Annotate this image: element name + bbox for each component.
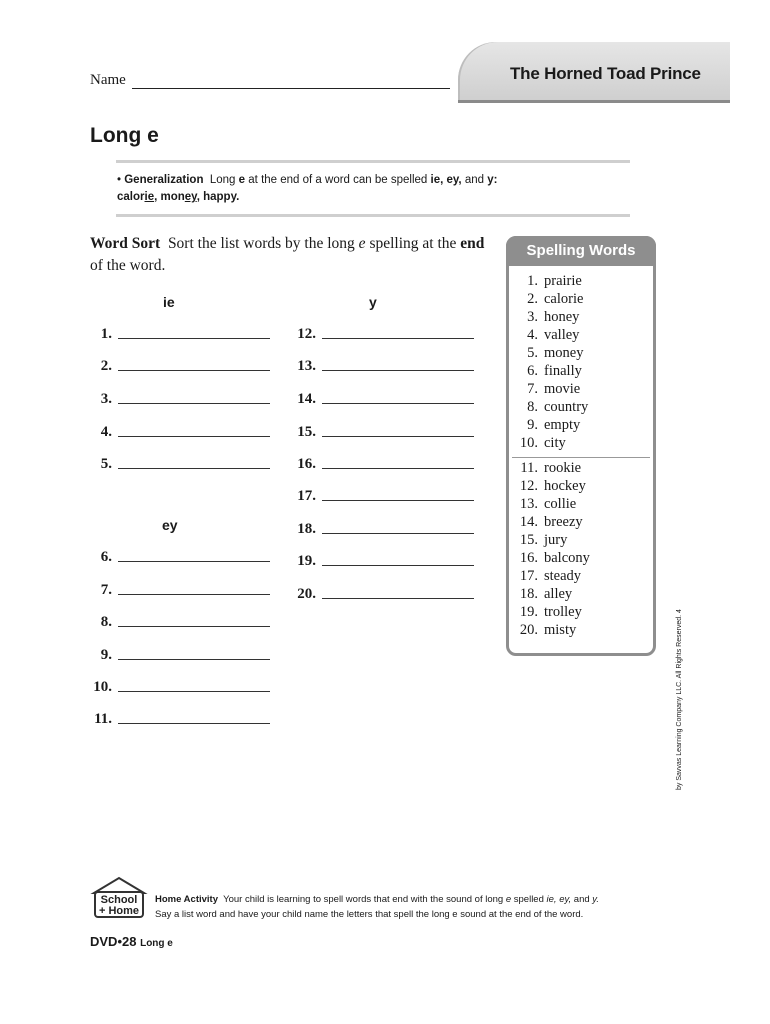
school-home-logo: [90, 875, 148, 919]
list-item: 2. calorie: [527, 291, 584, 307]
answer-blank[interactable]: 17.: [294, 488, 474, 505]
answer-blank[interactable]: 2.: [90, 358, 270, 375]
answer-blank[interactable]: 9.: [90, 647, 270, 664]
list-item: 13. collie: [519, 496, 577, 512]
answer-blank[interactable]: 6.: [90, 549, 270, 566]
list-item: 16. balcony: [519, 550, 590, 566]
list-item: 4. valley: [527, 327, 580, 343]
spelling-words-heading: Spelling Words: [506, 236, 656, 266]
divider-top: [116, 160, 630, 163]
home-activity-label: Home Activity: [155, 894, 218, 905]
answer-blank[interactable]: 10.: [90, 679, 270, 696]
generalization-spellings: ie, ey,: [430, 174, 462, 186]
spelling-list-divider: [512, 457, 650, 458]
answer-blank[interactable]: 4.: [90, 424, 270, 441]
list-item: 3. honey: [527, 309, 580, 325]
generalization-text: Long: [209, 174, 236, 186]
answer-blank[interactable]: 8.: [90, 614, 270, 631]
column-head-ie: ie: [163, 294, 175, 310]
home-activity: Home Activity Your child is learning to spell words that end with the sound of long e spelled ie, ey, and y. Say a list word and have your child name the letters that spell the long e sound at the end of the word.: [155, 894, 599, 920]
list-item: 15. jury: [519, 532, 568, 548]
generalization-and: and: [464, 174, 485, 186]
spelling-list-group-1: [512, 272, 652, 452]
answer-blank[interactable]: 7.: [90, 582, 270, 599]
list-item: 12. hockey: [519, 478, 586, 494]
answer-blank[interactable]: 18.: [294, 521, 474, 538]
answer-blank[interactable]: 1.: [90, 326, 270, 343]
list-item: 10. city: [519, 435, 566, 451]
generalization: • Generalization Long e at the end of a word can be spelled ie, ey, and y: calorie, money, happy.: [117, 174, 498, 203]
dvd-code: DVD•28: [90, 934, 137, 949]
example-words: calorie, money, happy.: [117, 191, 240, 203]
lesson-title: Long e: [90, 124, 159, 147]
logo-line-2: + Home: [98, 905, 140, 917]
name-write-line[interactable]: [132, 88, 450, 89]
list-item: 5. money: [527, 345, 584, 361]
answer-blank[interactable]: 15.: [294, 424, 474, 441]
generalization-label: Generalization: [124, 174, 204, 186]
answer-blank[interactable]: 13.: [294, 358, 474, 375]
answer-blank[interactable]: 12.: [294, 326, 474, 343]
page-code: [90, 934, 173, 949]
answer-blank[interactable]: 14.: [294, 391, 474, 408]
list-item: 7. movie: [527, 381, 581, 397]
spelling-list-group-2: [512, 459, 652, 639]
answer-blank[interactable]: 3.: [90, 391, 270, 408]
list-item: 8. country: [527, 399, 589, 415]
list-item: 18. alley: [519, 586, 573, 602]
divider-bottom: [116, 214, 630, 217]
list-item: 14. breezy: [519, 514, 583, 530]
answer-blank[interactable]: 20.: [294, 586, 474, 603]
list-item: 1. prairie: [527, 273, 582, 289]
word-sort-label: Word Sort: [90, 235, 161, 252]
list-item: 19. trolley: [519, 604, 582, 620]
word-sort-instructions: Word Sort Sort the list words by the long e spelling at the end of the word.: [90, 235, 485, 274]
answer-blank[interactable]: 16.: [294, 456, 474, 473]
copyright-notice: by Savvas Learning Company LLC. All Rights Reserved. 4: [676, 609, 683, 790]
logo-line-1: School: [100, 894, 138, 906]
answer-blank[interactable]: 5.: [90, 456, 270, 473]
selection-title: The Horned Toad Prince: [510, 64, 701, 83]
house-icon: [90, 875, 148, 919]
list-item: 9. empty: [527, 417, 581, 433]
dvd-topic: Long e: [140, 938, 173, 949]
column-head-ey: ey: [162, 517, 178, 533]
name-label: Name: [90, 72, 126, 88]
answer-blank[interactable]: 11.: [90, 711, 270, 728]
list-item: 17. steady: [519, 568, 582, 584]
generalization-text-2: at the end of a word can be spelled: [248, 174, 428, 186]
generalization-e: e: [238, 174, 246, 186]
list-item: 11. rookie: [520, 460, 582, 476]
list-item: 6. finally: [527, 363, 582, 379]
generalization-y: y:: [487, 174, 498, 186]
list-item: 20. misty: [519, 622, 577, 638]
answer-blank[interactable]: 19.: [294, 553, 474, 570]
column-head-y: y: [369, 294, 377, 310]
